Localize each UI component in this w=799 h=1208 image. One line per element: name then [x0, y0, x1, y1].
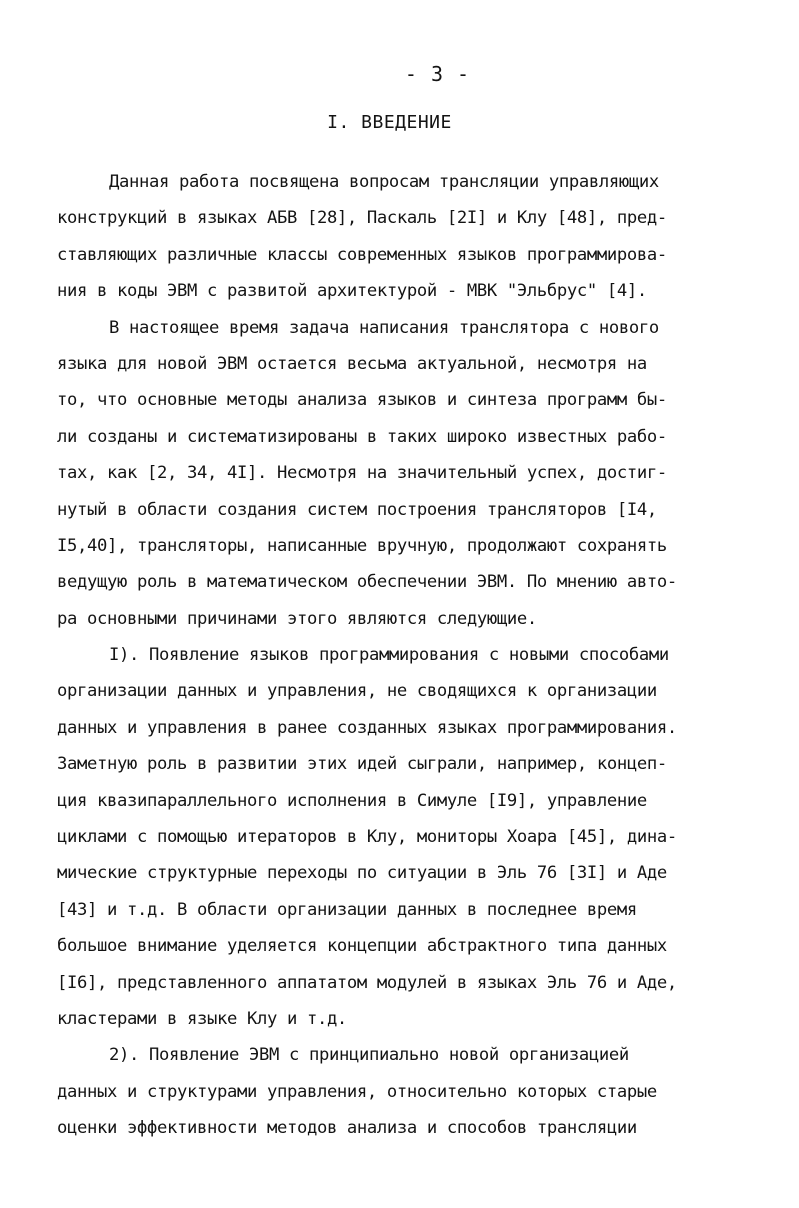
text-line: ведущую роль в математическом обеспечении ЭВМ. По мнению авто- — [57, 572, 677, 593]
section-heading: I. ВВЕДЕНИЕ — [327, 112, 452, 133]
text-line: большое внимание уделяется концепции абстрактного типа данных — [57, 936, 667, 957]
text-line: конструкций в языках АБВ [28], Паскаль [2I] и Клу [48], пред- — [57, 208, 667, 229]
text-line: тах, как [2, 34, 4I]. Несмотря на значительный успех, достиг- — [57, 463, 667, 484]
text-line: Заметную роль в развитии этих идей сыграли, например, концеп- — [57, 754, 667, 775]
text-line: ния в коды ЭВМ с развитой архитектурой - МВК "Эльбрус" [4]. — [57, 281, 647, 302]
text-line: ра основными причинами этого являются следующие. — [57, 608, 537, 629]
page-number: - 3 - — [404, 62, 471, 86]
text-line: мические структурные переходы по ситуации в Эль 76 [3I] и Аде — [57, 863, 667, 884]
text-line: ставляющих различные классы современных языков программирова- — [57, 244, 667, 265]
text-line: ли созданы и систематизированы в таких широко известных рабо- — [57, 426, 667, 447]
text-line: [43] и т.д. В области организации данных в последнее время — [57, 899, 637, 920]
text-line: I5,40], трансляторы, написанные вручную, продолжают сохранять — [57, 535, 667, 556]
text-line: нутый в области создания систем построения трансляторов [I4, — [57, 499, 657, 520]
text-line: [I6], представленного аппататом модулей в языках Эль 76 и Аде, — [57, 972, 677, 993]
text-line: оценки эффективности методов анализа и способов трансляции — [57, 1118, 637, 1139]
text-line: 2). Появление ЭВМ с принципиально новой организацией — [109, 1045, 629, 1066]
text-line: организации данных и управления, не сводящихся к организации — [57, 681, 657, 702]
text-line: Данная работа посвящена вопросам трансляции управляющих — [109, 172, 659, 192]
body-text — [57, 164, 737, 1147]
text-line: ция квазипараллельного исполнения в Симуле [I9], управление — [57, 790, 647, 811]
text-line: кластерами в языке Клу и т.д. — [57, 1008, 347, 1029]
text-line: данных и структурами управления, относительно которых старые — [57, 1081, 657, 1102]
text-line: языка для новой ЭВМ остается весьма актуальной, несмотря на — [57, 353, 647, 374]
text-line: то, что основные методы анализа языков и синтеза программ бы- — [57, 390, 667, 411]
text-line: I). Появление языков программирования с новыми способами — [109, 645, 669, 666]
text-line: В настоящее время задача написания транслятора с нового — [109, 317, 659, 338]
text-line: данных и управления в ранее созданных языках программирования. — [57, 717, 677, 738]
text-line: циклами с помощью итераторов в Клу, мониторы Хоара [45], дина- — [57, 827, 677, 848]
